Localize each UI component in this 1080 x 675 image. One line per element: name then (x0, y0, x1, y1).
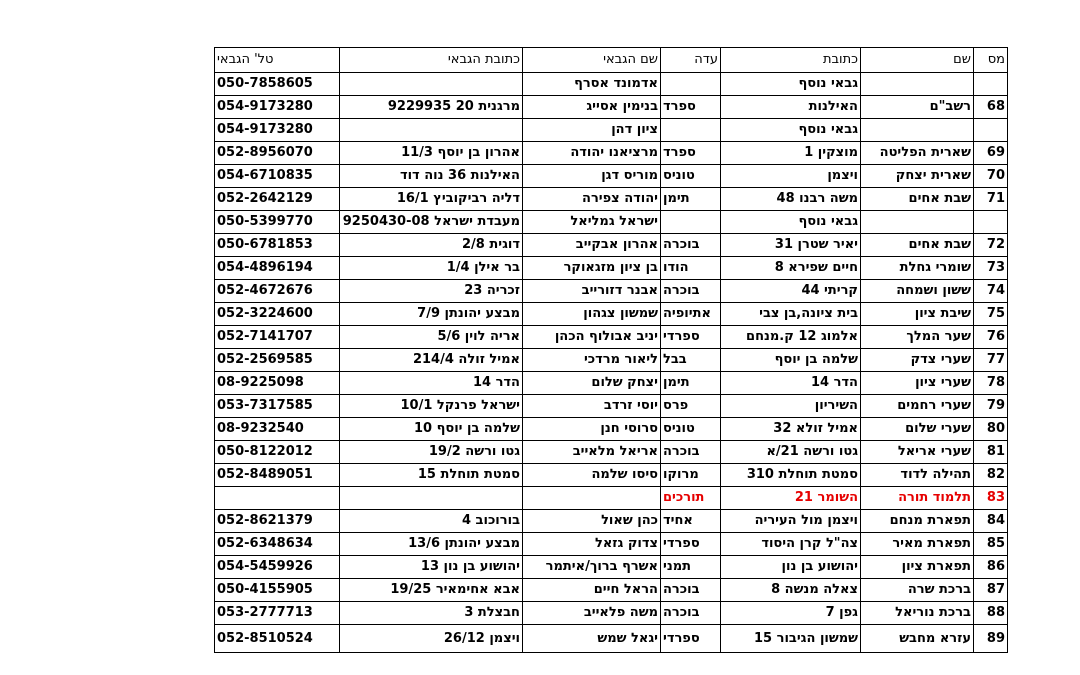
cell-gabbai-address: זכריה 23 (340, 280, 523, 303)
cell-gabbai: בנימין אסייג (523, 96, 661, 119)
cell-phone: 054-9173280 (215, 96, 340, 119)
cell-gabbai (523, 487, 661, 510)
cell-name: שערי שלום (861, 418, 974, 441)
cell-address: סמטת תוחלת 310 (721, 464, 861, 487)
cell-address: גטו ורשה 21/א (721, 441, 861, 464)
cell-kahal: בוכרה (661, 280, 721, 303)
cell-name: שארית הפליטה (861, 142, 974, 165)
cell-address: יאיר שטרן 31 (721, 234, 861, 257)
table-row (215, 602, 1008, 625)
cell-gabbai-address: הדר 14 (340, 372, 523, 395)
cell-gabbai-address: מרגנית 20 9229935 (340, 96, 523, 119)
cell-address: גבאי נוסף (721, 211, 861, 234)
cell-phone: 053-7317585 (215, 395, 340, 418)
cell-address: שלמה בן יוסף (721, 349, 861, 372)
cell-address: משה רבנו 48 (721, 188, 861, 211)
table-row (215, 96, 1008, 119)
cell-kahal: בוכרה (661, 579, 721, 602)
cell-kahal: פרס (661, 395, 721, 418)
cell-phone (215, 487, 340, 510)
col-header-phone: טל' הגבאי (215, 48, 340, 73)
cell-gabbai-address: האילנות 36 נוה דוד (340, 165, 523, 188)
cell-phone: 052-7141707 (215, 326, 340, 349)
cell-gabbai-address: ישראל פרנקל 10/1 (340, 395, 523, 418)
cell-kahal: בוכרה (661, 234, 721, 257)
cell-name: שומרי גחלת (861, 257, 974, 280)
table-row (215, 625, 1008, 653)
cell-name: רשב"ם (861, 96, 974, 119)
cell-phone: 050-7858605 (215, 73, 340, 96)
col-header-kahal: עדה (661, 48, 721, 73)
cell-phone: 054-5459926 (215, 556, 340, 579)
cell-gabbai-address: בורוכוב 4 (340, 510, 523, 533)
cell-kahal: טוניס (661, 418, 721, 441)
cell-name: שארית יצחק (861, 165, 974, 188)
cell-phone: 050-6781853 (215, 234, 340, 257)
cell-gabbai: סיסו שלמה (523, 464, 661, 487)
cell-gabbai-address: אמיל זולה 214/4 (340, 349, 523, 372)
cell-num: 70 (974, 165, 1008, 188)
cell-name: תפארת ציון (861, 556, 974, 579)
cell-gabbai-address: מבצע יהונתן 13/6 (340, 533, 523, 556)
cell-num: 79 (974, 395, 1008, 418)
cell-gabbai-address: מבצע יהונתן 7/9 (340, 303, 523, 326)
cell-address: צה"ל קרן היסוד (721, 533, 861, 556)
cell-gabbai: בן ציון מזגאוקר (523, 257, 661, 280)
cell-name: תפארת מאיר (861, 533, 974, 556)
col-header-num: מס (974, 48, 1008, 73)
cell-gabbai-address (340, 487, 523, 510)
cell-num: 78 (974, 372, 1008, 395)
cell-name: שערי רחמים (861, 395, 974, 418)
cell-gabbai-address: דליה רביקוביץ 16/1 (340, 188, 523, 211)
header-row (215, 48, 1008, 73)
cell-num (974, 119, 1008, 142)
cell-gabbai: יניב אבולוף הכהן (523, 326, 661, 349)
cell-name: תהילה לדוד (861, 464, 974, 487)
cell-phone: 052-8956070 (215, 142, 340, 165)
cell-num: 85 (974, 533, 1008, 556)
table-row (215, 441, 1008, 464)
table-row (215, 211, 1008, 234)
table-row (215, 579, 1008, 602)
cell-kahal: ספרדי (661, 326, 721, 349)
cell-address: יהושוע בן נון (721, 556, 861, 579)
cell-name (861, 119, 974, 142)
cell-num: 76 (974, 326, 1008, 349)
cell-gabbai-address: דוגית 2/8 (340, 234, 523, 257)
table-row (215, 119, 1008, 142)
table-row (215, 418, 1008, 441)
cell-phone: 052-2569585 (215, 349, 340, 372)
cell-name: שיבת ציון (861, 303, 974, 326)
cell-address: ויצמן מול העיריה (721, 510, 861, 533)
col-header-gabbai: שם הגבאי (523, 48, 661, 73)
table-row (215, 464, 1008, 487)
cell-num: 72 (974, 234, 1008, 257)
cell-address: מוצקין 1 (721, 142, 861, 165)
cell-phone: 050-4155905 (215, 579, 340, 602)
cell-name: ברכת שרה (861, 579, 974, 602)
cell-gabbai-address: אהרון בן יוסף 11/3 (340, 142, 523, 165)
cell-kahal: בוכרה (661, 441, 721, 464)
cell-address: האילנות (721, 96, 861, 119)
cell-address: קריתי 44 (721, 280, 861, 303)
cell-address: גפן 7 (721, 602, 861, 625)
cell-num: 71 (974, 188, 1008, 211)
cell-kahal: תמני (661, 556, 721, 579)
cell-phone: 052-8510524 (215, 625, 340, 653)
cell-address: גבאי נוסף (721, 119, 861, 142)
cell-address: השומר 21 (721, 487, 861, 510)
cell-kahal: תימן (661, 372, 721, 395)
col-header-name: שם (861, 48, 974, 73)
table-row (215, 188, 1008, 211)
cell-kahal: ספרד (661, 142, 721, 165)
cell-kahal (661, 211, 721, 234)
col-header-gabbai-address: כתובת הגבאי (340, 48, 523, 73)
cell-gabbai-address: חבצלת 3 (340, 602, 523, 625)
cell-name: שערי ציון (861, 372, 974, 395)
cell-address: אמיל זולא 32 (721, 418, 861, 441)
cell-phone: 054-6710835 (215, 165, 340, 188)
cell-address: ויצמן (721, 165, 861, 188)
cell-address: הדר 14 (721, 372, 861, 395)
synagogue-table (214, 47, 1008, 653)
cell-gabbai-address (340, 73, 523, 96)
cell-address: בית ציונה,בן צבי (721, 303, 861, 326)
cell-gabbai-address: סמטת תוחלת 15 (340, 464, 523, 487)
table-row (215, 234, 1008, 257)
table-row (215, 533, 1008, 556)
cell-gabbai-address: ויצמן 26/12 (340, 625, 523, 653)
cell-gabbai: שמשון צגהון (523, 303, 661, 326)
cell-gabbai: אבנר דזורייב (523, 280, 661, 303)
cell-phone: 08-9225098 (215, 372, 340, 395)
cell-gabbai: סרוסי חנן (523, 418, 661, 441)
cell-gabbai-address: בר אילן 1/4 (340, 257, 523, 280)
cell-num: 74 (974, 280, 1008, 303)
cell-num: 75 (974, 303, 1008, 326)
cell-num: 80 (974, 418, 1008, 441)
cell-gabbai: הראל חיים (523, 579, 661, 602)
cell-name: שבת אחים (861, 234, 974, 257)
cell-gabbai-address: מעבדת ישראל 9250430-08 (340, 211, 523, 234)
cell-num: 87 (974, 579, 1008, 602)
cell-gabbai: אדמונד אסרף (523, 73, 661, 96)
cell-gabbai: יצחק שלום (523, 372, 661, 395)
cell-name: תפארת מנחם (861, 510, 974, 533)
cell-phone: 050-5399770 (215, 211, 340, 234)
cell-gabbai-address (340, 119, 523, 142)
cell-phone: 052-3224600 (215, 303, 340, 326)
cell-address: השיריון (721, 395, 861, 418)
cell-name: שערי אריאל (861, 441, 974, 464)
cell-address: חיים שפירא 8 (721, 257, 861, 280)
cell-gabbai-address: אריה לוין 5/6 (340, 326, 523, 349)
cell-phone: 052-6348634 (215, 533, 340, 556)
cell-phone: 052-8621379 (215, 510, 340, 533)
cell-num: 69 (974, 142, 1008, 165)
cell-kahal: מרוקו (661, 464, 721, 487)
table-row (215, 326, 1008, 349)
cell-gabbai-address: גטו ורשה 19/2 (340, 441, 523, 464)
table-row (215, 142, 1008, 165)
cell-name: ששון ושמחה (861, 280, 974, 303)
cell-num: 77 (974, 349, 1008, 372)
cell-kahal: בבל (661, 349, 721, 372)
cell-phone: 052-4672676 (215, 280, 340, 303)
cell-kahal (661, 73, 721, 96)
cell-kahal: ספרדי (661, 533, 721, 556)
cell-name (861, 211, 974, 234)
table-row (215, 487, 1008, 510)
cell-kahal: אחיד (661, 510, 721, 533)
cell-gabbai-address: יהושוע בן נון 13 (340, 556, 523, 579)
cell-phone: 052-8489051 (215, 464, 340, 487)
cell-gabbai: מוריס דגן (523, 165, 661, 188)
cell-name: שער המלך (861, 326, 974, 349)
cell-gabbai: ליאור מרדכי (523, 349, 661, 372)
cell-gabbai-address: אבא אחימאיר 19/25 (340, 579, 523, 602)
cell-gabbai: יוסי זרדב (523, 395, 661, 418)
table-row (215, 257, 1008, 280)
cell-phone: 054-9173280 (215, 119, 340, 142)
cell-gabbai: צדוק גזאל (523, 533, 661, 556)
cell-name (861, 73, 974, 96)
cell-kahal: ספרד (661, 96, 721, 119)
cell-phone: 053-2777713 (215, 602, 340, 625)
cell-name: שבת אחים (861, 188, 974, 211)
cell-phone: 054-4896194 (215, 257, 340, 280)
cell-kahal: הודו (661, 257, 721, 280)
cell-num: 84 (974, 510, 1008, 533)
cell-kahal: טוניס (661, 165, 721, 188)
cell-num (974, 73, 1008, 96)
table-row (215, 395, 1008, 418)
cell-num (974, 211, 1008, 234)
cell-gabbai: אריאל מלאייב (523, 441, 661, 464)
cell-name: תלמוד תורה (861, 487, 974, 510)
cell-name: ברכת נוריאל (861, 602, 974, 625)
cell-gabbai: מרציאנו יהודה (523, 142, 661, 165)
cell-gabbai: אשרף ברוך/איתמר (523, 556, 661, 579)
table-row (215, 303, 1008, 326)
cell-kahal (661, 119, 721, 142)
cell-num: 83 (974, 487, 1008, 510)
table-row (215, 372, 1008, 395)
cell-num: 81 (974, 441, 1008, 464)
cell-name: שערי צדק (861, 349, 974, 372)
cell-num: 68 (974, 96, 1008, 119)
cell-kahal: ספרדי (661, 625, 721, 653)
cell-phone: 050-8122012 (215, 441, 340, 464)
cell-phone: 08-9232540 (215, 418, 340, 441)
cell-kahal: תימן (661, 188, 721, 211)
table-row (215, 165, 1008, 188)
cell-num: 88 (974, 602, 1008, 625)
cell-gabbai: יהודה צפירה (523, 188, 661, 211)
cell-gabbai-address: שלמה בן יוסף 10 (340, 418, 523, 441)
table-row (215, 280, 1008, 303)
cell-gabbai: כהן שאול (523, 510, 661, 533)
table-row (215, 510, 1008, 533)
cell-gabbai: משה פלאייב (523, 602, 661, 625)
cell-gabbai: ציון דהן (523, 119, 661, 142)
cell-gabbai: ישראל גמליאל (523, 211, 661, 234)
col-header-address: כתובת (721, 48, 861, 73)
table-row (215, 349, 1008, 372)
cell-name: עזרא מחבש (861, 625, 974, 653)
cell-gabbai: יגאל שמש (523, 625, 661, 653)
cell-kahal: תורכים (661, 487, 721, 510)
cell-address: צאלה מנשה 8 (721, 579, 861, 602)
table-row (215, 556, 1008, 579)
cell-kahal: אתיופיה (661, 303, 721, 326)
cell-num: 73 (974, 257, 1008, 280)
cell-address: אלמוג 12 ק.מנחם (721, 326, 861, 349)
cell-address: שמשון הגיבור 15 (721, 625, 861, 653)
cell-gabbai: אהרון אבקייב (523, 234, 661, 257)
table-row (215, 73, 1008, 96)
cell-address: גבאי נוסף (721, 73, 861, 96)
cell-kahal: בוכרה (661, 602, 721, 625)
cell-phone: 052-2642129 (215, 188, 340, 211)
cell-num: 86 (974, 556, 1008, 579)
cell-num: 82 (974, 464, 1008, 487)
cell-num: 89 (974, 625, 1008, 653)
